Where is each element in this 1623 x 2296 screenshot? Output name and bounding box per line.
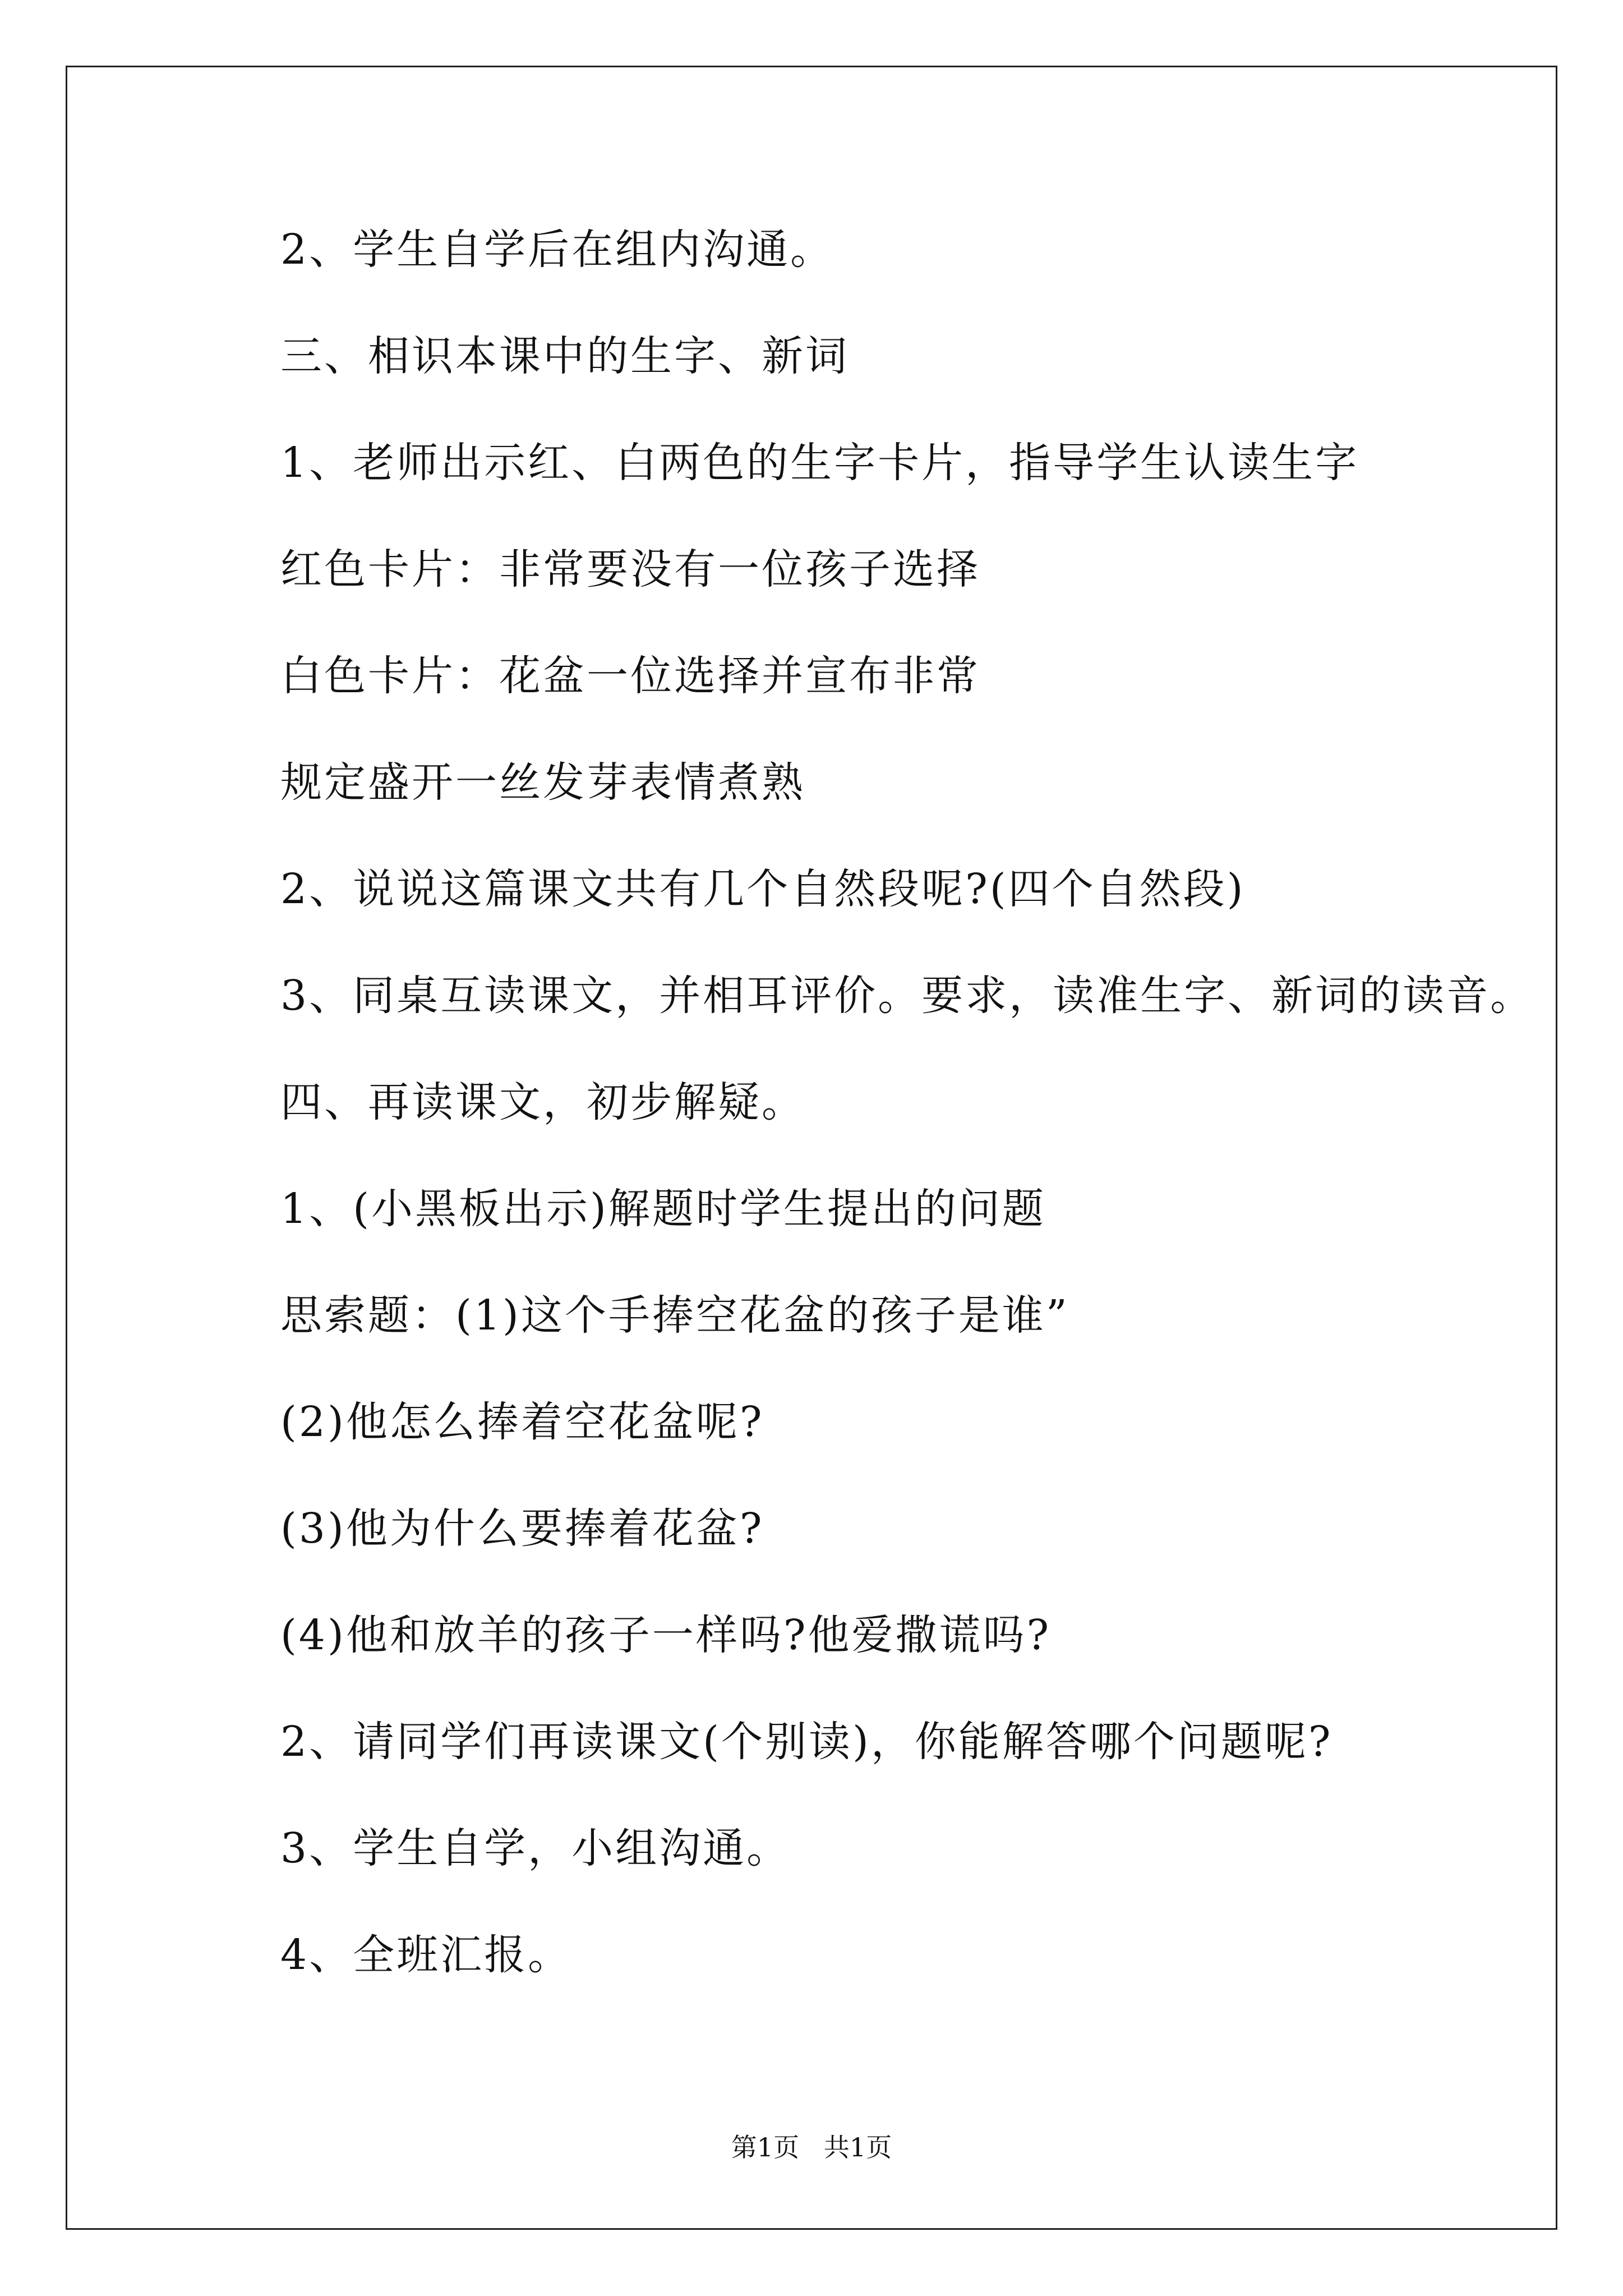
page-footer: 第1页 共1页 — [731, 2132, 892, 2162]
paragraph: (2)他怎么捧着空花盆呢? — [280, 1398, 764, 1446]
paragraph: 3、同桌互读课文，并相耳评价。要求，读准生字、新词的读音。 — [280, 972, 1534, 1020]
paragraph: 规定盛开一丝发芽表情煮熟 — [280, 758, 805, 807]
paragraph: 1、老师出示红、白两色的生字卡片，指导学生认读生字 — [280, 439, 1359, 487]
paragraph: 红色卡片：非常要没有一位孩子选择 — [280, 545, 980, 593]
paragraph: 3、学生自学，小组沟通。 — [280, 1824, 791, 1872]
paragraph: 2、请同学们再读课文(个别读)，你能解答哪个问题呢? — [280, 1718, 1333, 1766]
paragraph: 1、(小黑板出示)解题时学生提出的问题 — [280, 1185, 1046, 1233]
paragraph: 2、说说这篇课文共有几个自然段呢?(四个自然段) — [280, 865, 1246, 913]
paragraph: (3)他为什么要捧着花盆? — [280, 1504, 764, 1553]
paragraph: 思索题：(1)这个手捧空花盆的孩子是谁” — [280, 1291, 1069, 1340]
paragraph: 三、相识本课中的生字、新词 — [280, 332, 849, 380]
paragraph: 2、学生自学后在组内沟通。 — [280, 226, 834, 274]
paragraph: 4、全班汇报。 — [280, 1931, 572, 1979]
paragraph: (4)他和放羊的孩子一样吗?他爱撒谎吗? — [280, 1611, 1052, 1659]
paragraph: 四、再读课文，初步解疑。 — [280, 1078, 805, 1126]
document-body — [280, 224, 1534, 2036]
paragraph: 白色卡片：花盆一位选择并宣布非常 — [280, 652, 980, 700]
